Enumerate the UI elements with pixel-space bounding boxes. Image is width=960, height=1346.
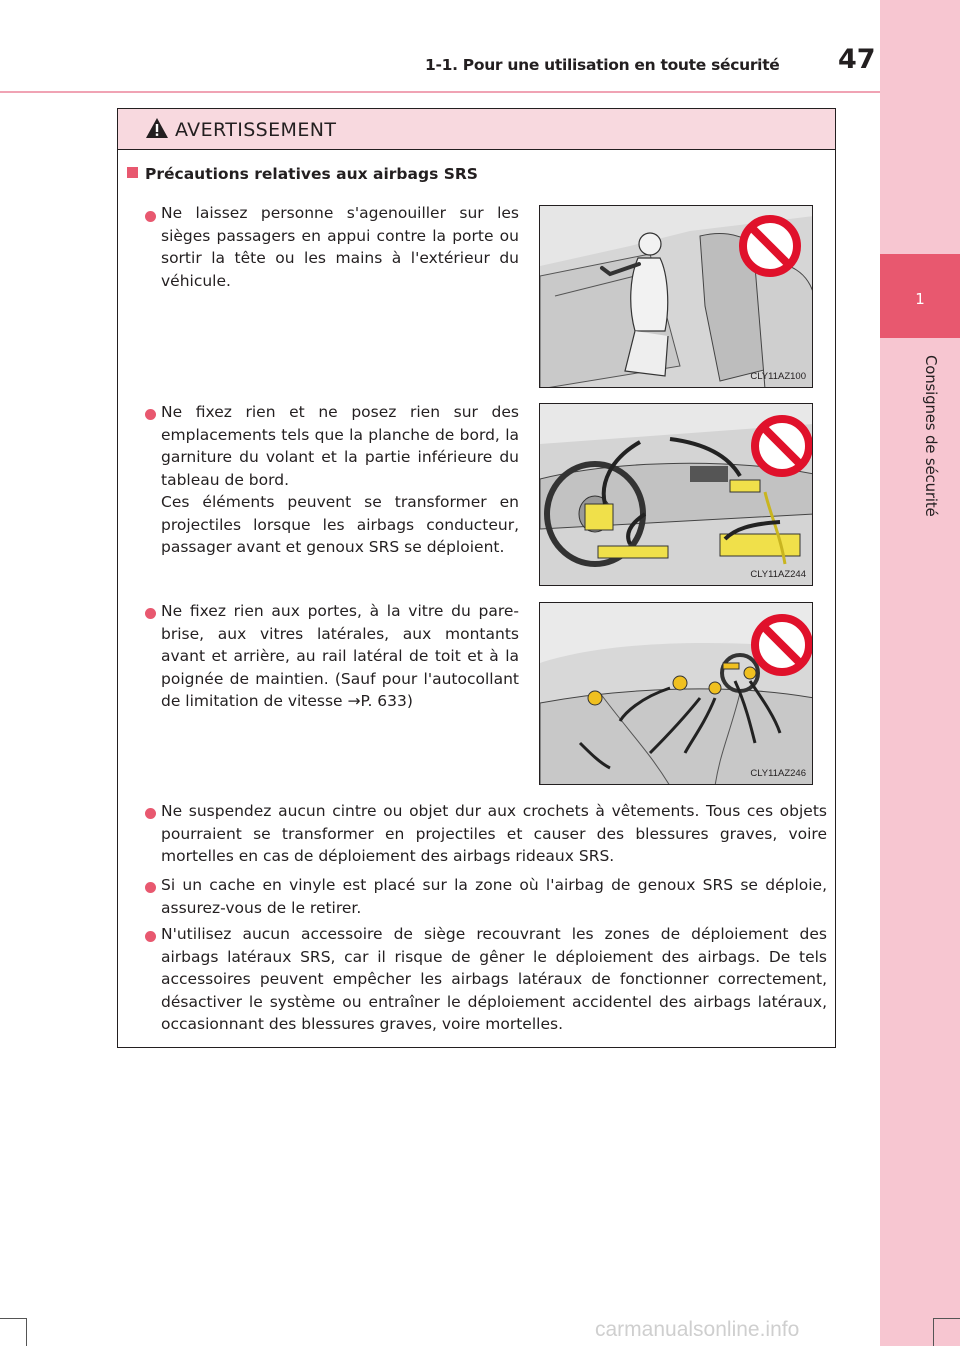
chapter-label: Consignes de sécurité bbox=[922, 355, 940, 517]
warning-item: Si un cache en vinyle est placé sur la zone où l'airbag de genoux SRS se déploie, assurez-vous de le retirer. bbox=[161, 876, 827, 917]
figure-window-objects bbox=[539, 602, 813, 785]
bullet-icon bbox=[145, 882, 156, 893]
header-rule bbox=[0, 91, 880, 93]
illustration-kneeling-passenger bbox=[540, 206, 813, 388]
warning-item: Ne suspendez aucun cintre ou objet dur aux crochets à vêtements. Tous ces objets pourraient se transformer en projectiles et causer des blessures graves, voire mortelles en cas de déploiement des airbags rideaux SRS. bbox=[161, 802, 827, 865]
crop-mark bbox=[933, 1318, 960, 1319]
running-header-title: 1-1. Pour une utilisation en toute sécurité bbox=[425, 56, 780, 74]
bullet-icon bbox=[145, 808, 156, 819]
crop-mark bbox=[0, 1318, 26, 1319]
section-heading: Précautions relatives aux airbags SRS bbox=[127, 165, 478, 183]
square-bullet-icon bbox=[127, 167, 138, 178]
bullet-icon bbox=[145, 211, 156, 222]
prohibited-icon bbox=[755, 419, 809, 473]
figure-kneeling-passenger bbox=[539, 205, 813, 388]
figure-code: CLY11AZ100 bbox=[750, 371, 806, 382]
warning-item: Ne laissez personne s'agenouiller sur les sièges passagers en appui contre la porte ou sortir la tête ou les mains à l'extérieur du véhicule. bbox=[161, 204, 519, 290]
warning-header bbox=[118, 109, 835, 150]
figure-code: CLY11AZ246 bbox=[750, 768, 806, 779]
prohibited-icon bbox=[743, 219, 797, 273]
illustration-dashboard-objects bbox=[540, 404, 813, 586]
page-number: 47 bbox=[838, 44, 876, 75]
bullet-icon bbox=[145, 608, 156, 619]
prohibited-icon bbox=[755, 618, 809, 672]
figure-dashboard-objects bbox=[539, 403, 813, 586]
bullet-icon bbox=[145, 409, 156, 420]
crop-mark bbox=[26, 1318, 27, 1346]
chapter-number: 1 bbox=[915, 290, 925, 308]
warning-item: N'utilisez aucun accessoire de siège recouvrant les zones de déploiement des airbags latéraux SRS, car il risque de gêner le déploiement des airbags. De tels accessoires peuvent empêcher les airbags latéraux de fonctionner correctement, désactiver le système ou entraîner le déploiement accidentel des airbags latéraux, occasionnant des blessures graves, voire mortelles. bbox=[161, 925, 827, 1033]
warning-title: AVERTISSEMENT bbox=[175, 119, 337, 141]
warning-item: Ne fixez rien aux portes, à la vitre du pare-brise, aux vitres latérales, aux montants avant et arrière, au rail latéral de toit et à la poignée de maintien. (Sauf pour l'autocollant de limitation de vitesse →P. 633) bbox=[161, 602, 519, 710]
figure-code: CLY11AZ244 bbox=[750, 569, 806, 580]
bullet-icon bbox=[145, 931, 156, 942]
chapter-side-tab bbox=[880, 0, 960, 1346]
illustration-window-objects bbox=[540, 603, 813, 785]
crop-mark bbox=[933, 1318, 934, 1346]
warning-triangle-icon bbox=[145, 117, 169, 139]
footer-watermark: carmanualsonline.info bbox=[595, 1318, 800, 1341]
warning-item: Ne fixez rien et ne posez rien sur des emplacements tels que la planche de bord, la garniture du volant et la partie inférieure du tableau de bord. Ces éléments peuvent se transformer en projectiles lorsque les airbags conducteur, passager avant et genoux SRS se déploient. bbox=[161, 403, 519, 556]
